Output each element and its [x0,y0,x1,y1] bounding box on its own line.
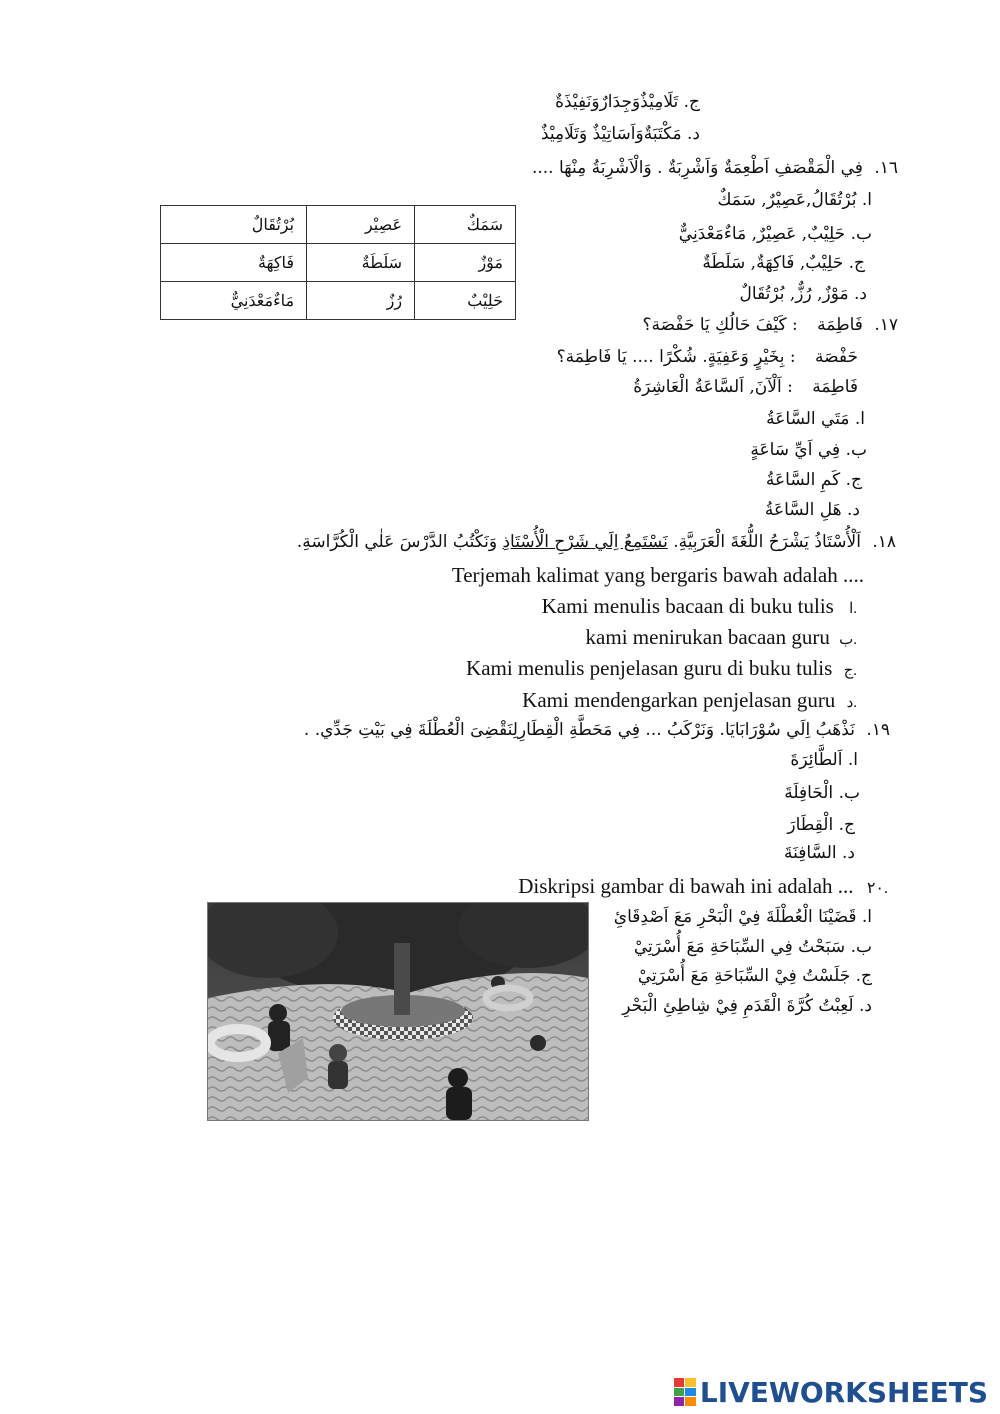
table-cell: سَلَطَةٌ [307,244,415,282]
q16-option-a[interactable] [717,190,872,210]
option-text: Kami mendengarkan penjelasan guru [522,688,836,712]
question-text-start: اَلْأُسْتَاذُ يَشْرَحُ اللُّغَةَ الْعَرَبِيَّةِ. [667,532,861,552]
option-text: اَلطَّائِرَةَ [790,750,843,770]
option-letter: د. [846,695,857,711]
table-cell: رُزٌ [307,282,415,320]
speaker: حَفْصَة [815,347,858,367]
dialog-text: اَلْآنَ, اَلسَّاعَةُ الْعَاشِرَةُ [633,377,782,397]
food-table [160,205,516,320]
speaker: فَاطِمَة [812,377,858,397]
option-letter: ب. [850,937,872,957]
table-cell: بُرْتُقَالٌ [161,206,307,244]
question-text: فِي الْمَقْصَفِ اَطْعِمَةٌ وَاَشْرِبَةٌ . وَالْاَشْرِبَةُ مِنْهَا .... [531,158,863,178]
option-text: الْحَافِلَةَ [784,783,834,803]
underlined-sentence: نَسْتَمِعُ اِلَي شَرْحِ الْأُسْتَاذِ [502,532,668,552]
option-text: سَبَحْتُ فِي السِّبَاحَةِ مَعَ أُسْرَتِيْ [633,937,846,957]
option-letter: ج. [845,470,862,490]
option-text: بُرْتُقَالُ,عَصِيْرٌ, سَمَكٌ [717,190,857,210]
q18-option-d[interactable] [522,688,857,713]
q17-dialog-line-3 [633,377,858,397]
q19-stem [304,720,890,740]
table-cell: حَلِيْبٌ [415,282,516,320]
option-text: حَلِيْبٌ, عَصِيْرٌ, مَاءٌمَعْدَنِيٌّ [678,224,846,244]
q18-instruction: Terjemah kalimat yang bergaris bawah adalah .... [451,563,864,587]
q16-option-d[interactable] [740,284,868,304]
q18-option-a[interactable] [542,594,857,619]
option-letter: د. [859,996,872,1016]
option-letter: د. [854,284,867,304]
option-letter: ا. [861,190,872,210]
q17-option-a[interactable] [766,409,865,429]
question-number: ١٦. [874,158,898,178]
q17-option-d[interactable] [765,500,860,520]
speaker: فَاطِمَة [817,315,863,335]
question-number: ١٩. [866,720,890,740]
table-row [161,244,516,282]
option-letter: ب. [839,632,857,648]
q20-option-a[interactable] [614,907,872,927]
table-cell: عَصِيْر [307,206,415,244]
option-text: قَضَيْنَا الْعُطْلَةَ فِيْ الْبَحْرِ مَعَ اَصْدِقَائِ [613,907,857,927]
q19-option-d[interactable] [784,843,855,863]
q20-stem [518,874,888,899]
q18-option-c[interactable] [466,656,857,681]
q17-dialog-line-1 [642,315,898,335]
option-text: مَوْزٌ, رُزٌّ, بُرْتُقَالٌ [739,284,849,304]
option-letter: ا. [847,750,858,770]
option-letter: د. [847,500,860,520]
q15-option-c[interactable] [555,92,700,112]
dialog-text: بِخَيْرٍ وَعَفِيَةٍ. شُكْرًا .... يَا فَاطِمَة؟ [556,347,785,367]
separator: : [792,315,798,335]
separator: : [787,377,793,397]
q17-option-c[interactable] [766,470,862,490]
photo-graphic [208,903,588,1120]
option-letter: ا. [854,409,865,429]
q15-option-d[interactable] [541,124,700,144]
question-text: Diskripsi gambar di bawah ini adalah ... [518,874,854,898]
option-text: الْقِطَارَ [787,815,834,835]
option-letter: د. [687,124,700,144]
option-text: مَكْتَبَةٌوَاَسَاتِيْذٌ وَتَلَامِيْذٌ [540,124,682,144]
option-letter: ب. [845,440,867,460]
option-letter: ا. [849,601,857,617]
option-text: مَتَي السَّاعَةُ [766,409,850,429]
option-letter: د. [842,843,855,863]
table-cell: مَاءٌمَعْدَنِيٌّ [161,282,307,320]
option-letter: ج. [855,966,872,986]
option-text: جَلَسْتُ فِيْ السِّبَاحَةِ مَعَ أُسْرَتِيْ [637,966,851,986]
q16-option-c[interactable] [702,253,865,273]
table-row [161,282,516,320]
question-text-end: وَنَكْتُبُ الدَّرْسَ عَلٰي الْكُرَّاسَةِ. [296,532,503,552]
q19-option-c[interactable] [787,815,855,835]
q18-option-b[interactable] [586,625,857,650]
table-cell: مَوْزٌ [415,244,516,282]
table-cell: فَاكِهَةٌ [161,244,307,282]
q19-option-b[interactable] [784,783,860,803]
q19-option-a[interactable] [790,750,858,770]
option-letter: ا. [861,907,872,927]
option-letter: ج. [843,663,857,679]
option-letter: ج. [848,253,865,273]
logo-text: LIVEWORKSHEETS [699,1375,988,1409]
liveworksheets-logo-icon [674,1378,696,1406]
option-text: Kami menulis penjelasan guru di buku tulis [466,656,833,680]
question-number: ١٨. [872,532,896,552]
swimming-pool-photo [207,902,589,1121]
question-number: ٢٠. [866,880,888,897]
option-letter: ب. [850,224,872,244]
table-row [161,206,516,244]
option-text: kami menirukan bacaan guru [585,625,830,649]
q17-option-b[interactable] [750,440,867,460]
liveworksheets-logo[interactable] [674,1375,988,1409]
question-number: ١٧. [874,315,898,335]
option-text: هَلِ السَّاعَةُ [764,500,842,520]
option-text: لَعِبْتُ كُرَّةَ الْقَدَمِ فِيْ شِاطِئِ الْبَحْرِ [622,996,854,1016]
q17-dialog-line-2 [557,347,858,367]
q18-stem [297,532,896,552]
option-text: حَلِيْبٌ, فَاكِهَةٌ, سَلَطَةٌ [702,253,844,273]
option-text: فِي اَيِّ سَاعَةٍ [750,440,841,460]
option-text: كَمِ السَّاعَةُ [765,470,841,490]
table-cell: سَمَكٌ [415,206,516,244]
q20-option-c[interactable] [638,966,872,986]
option-letter: ج. [683,92,700,112]
question-text: نَذْهَبُ اِلَي سُوْرَابَايَا. وَنَرْكَبُ ... فِي مَحَطَّةِ الْقِطَارِلِنَقْضِىَ الْعُطْلَةَ فِي بَيْتِ جَدِّي. . [303,720,855,740]
dialog-text: كَيْفَ حَالُكِ يَا حَفْصَة؟ [642,315,787,335]
separator: : [789,347,796,367]
option-letter: ب. [838,783,860,803]
option-text: السَّافِنَةَ [783,843,837,863]
q16-stem [532,158,898,178]
option-letter: ج. [838,815,855,835]
q20-option-b[interactable] [634,937,872,957]
option-text: تَلَامِيْذٌوَجِدَارٌوَنَفِيْذَةٌ [555,92,679,112]
q20-option-d[interactable] [622,996,872,1016]
option-text: Kami menulis bacaan di buku tulis [541,594,834,618]
q16-option-b[interactable] [679,224,872,244]
